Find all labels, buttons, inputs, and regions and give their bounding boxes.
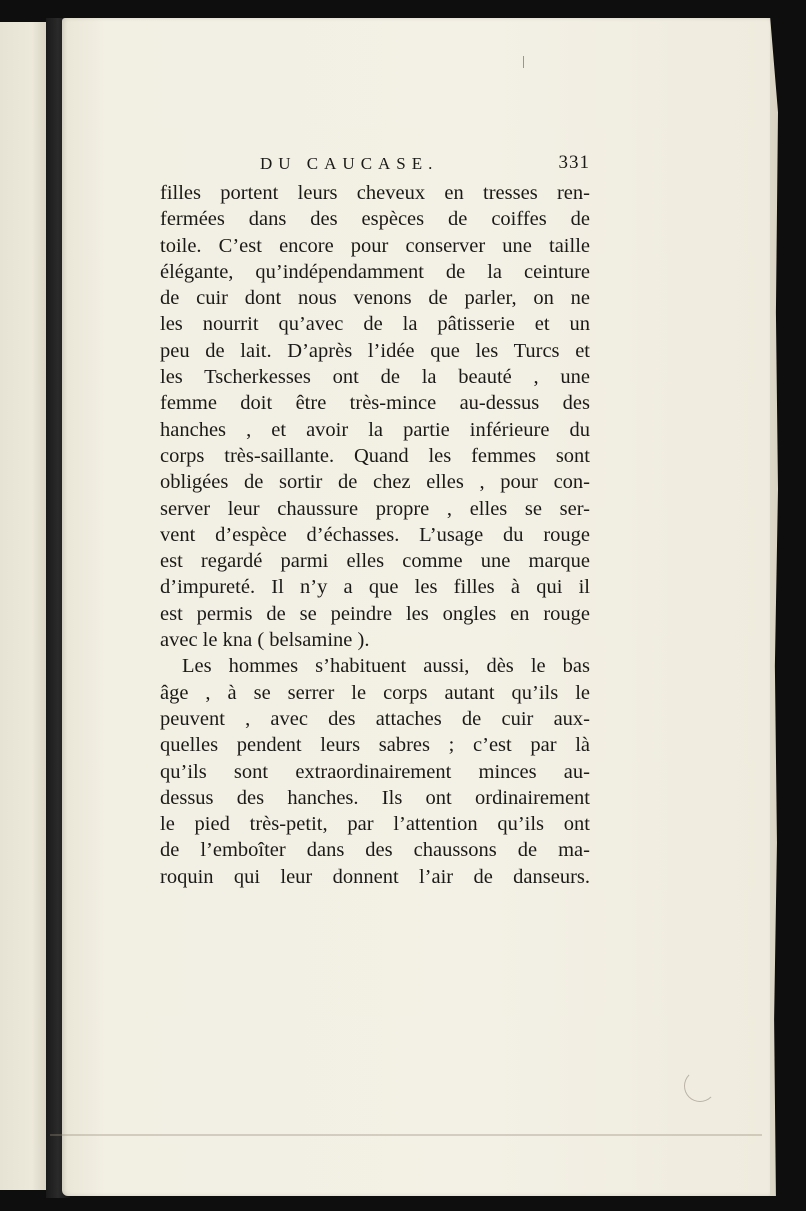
text-line: quelles pendent leurs sabres ; c’est par là: [160, 734, 590, 757]
text-line: roquin qui leur donnent l’air de danseurs.: [160, 865, 590, 888]
text-line: dessus des hanches. Ils ont ordinairement: [160, 786, 590, 809]
paragraph: [160, 653, 590, 890]
text-line: corps très-saillante. Quand les femmes sont: [160, 444, 590, 467]
text-line: élégante, qu’indépendamment de la ceinture: [160, 260, 590, 283]
text-line: le pied très-petit, par l’attention qu’ils ont: [160, 813, 590, 836]
text-line: obligées de sortir de chez elles , pour con-: [160, 471, 590, 494]
text-line: peuvent , avec des attaches de cuir aux-: [160, 707, 590, 730]
text-line: est regardé parmi elles comme une marque: [160, 550, 590, 573]
text-line: d’impureté. Il n’y a que les filles à qui il: [160, 576, 590, 599]
paper-crease: [684, 1070, 716, 1102]
text-line: fermées dans des espèces de coiffes de: [160, 208, 590, 231]
page-number: 331: [558, 152, 590, 173]
text-line: server leur chaussure propre , elles se ser-: [160, 497, 590, 520]
text-line: Les hommes s’habituent aussi, dès le bas: [182, 655, 590, 678]
text-line: peu de lait. D’après l’idée que les Turcs et: [160, 339, 590, 362]
text-line: femme doit être très-mince au-dessus des: [160, 392, 590, 415]
text-line: vent d’espèce d’échasses. L’usage du rouge: [160, 523, 590, 546]
text-line: qu’ils sont extraordinairement minces au-: [160, 760, 590, 783]
text-line: les nourrit qu’avec de la pâtisserie et un: [160, 313, 590, 336]
page-mark: [523, 56, 524, 68]
text-line: de l’emboîter dans des chaussons de ma-: [160, 839, 590, 862]
text-line: toile. C’est encore pour conserver une taille: [160, 234, 590, 257]
text-line: filles portent leurs cheveux en tresses ren-: [160, 182, 590, 204]
text-line: de cuir dont nous venons de parler, on ne: [160, 287, 590, 310]
text-line: avec le kna ( belsamine ).: [160, 629, 370, 652]
page-bottom-edge: [50, 1134, 762, 1136]
running-head: [160, 150, 590, 180]
text-line: est permis de se peindre les ongles en rouge: [160, 602, 590, 625]
text-line: les Tscherkesses ont de la beauté , une: [160, 366, 590, 389]
text-line: hanches , et avoir la partie inférieure du: [160, 418, 590, 441]
text-block: [160, 150, 590, 890]
text-line: âge , à se serrer le corps autant qu’ils le: [160, 681, 590, 704]
running-title: DU CAUCASE.: [260, 154, 439, 173]
facing-page-edge: [0, 22, 47, 1190]
paragraph: [160, 180, 590, 653]
